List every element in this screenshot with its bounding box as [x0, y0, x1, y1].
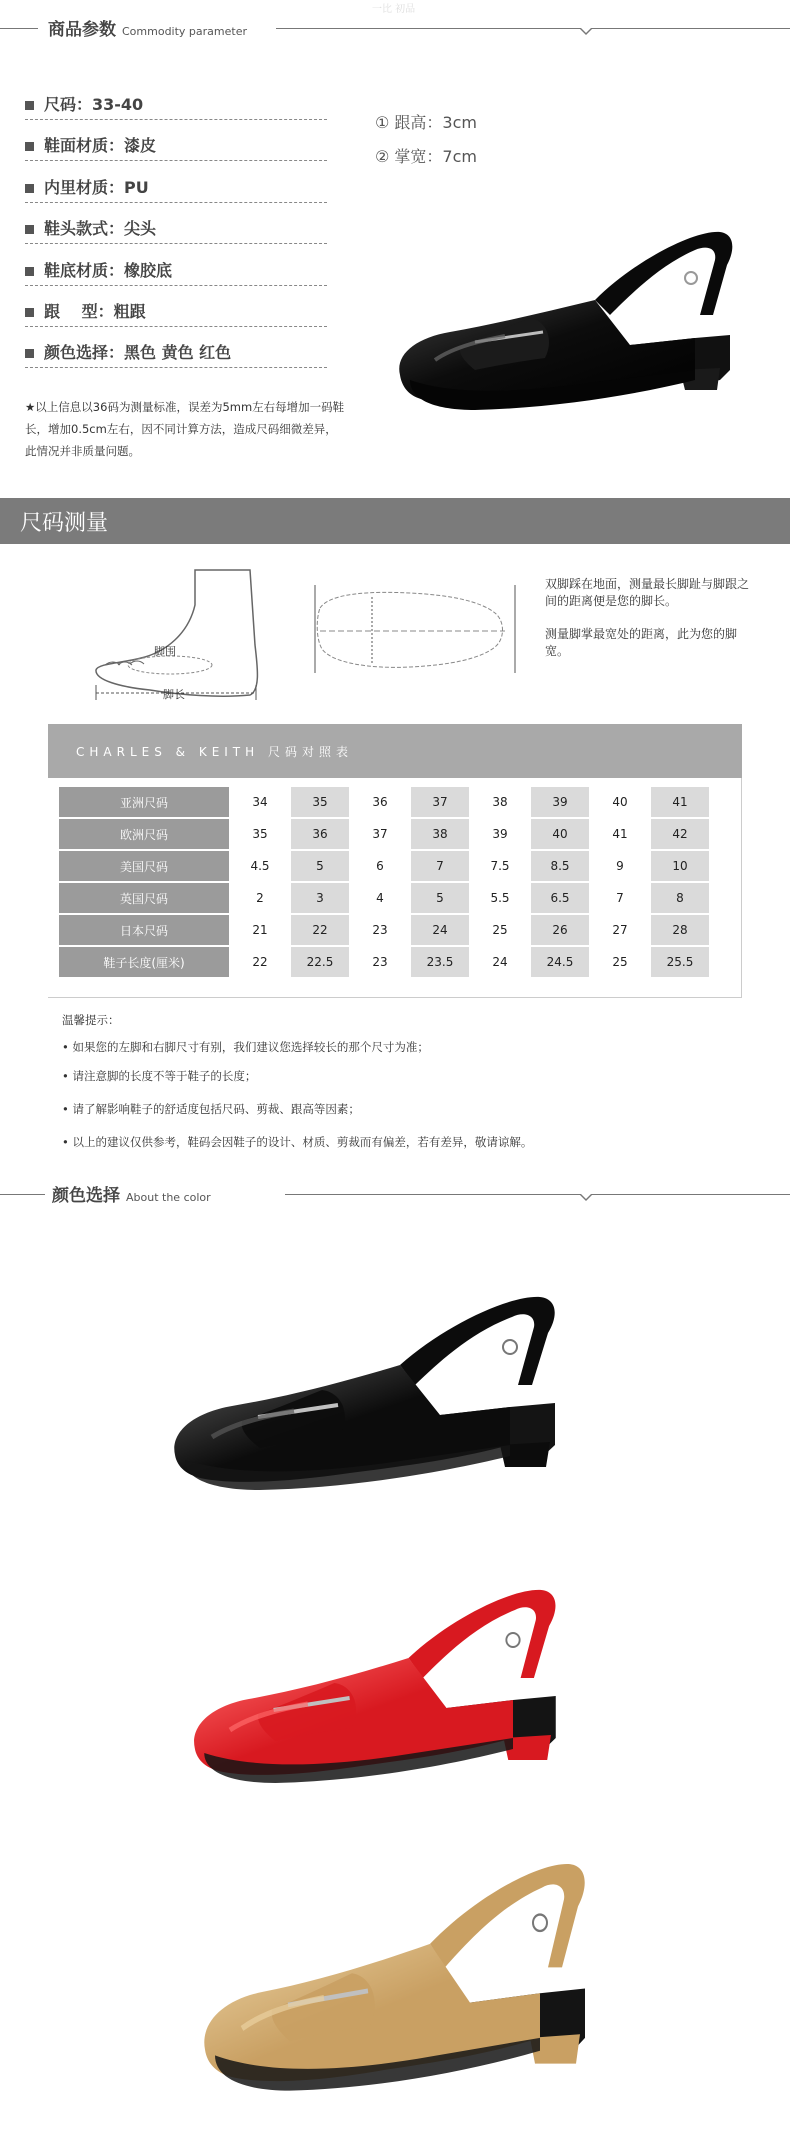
size-cell: 34	[252, 795, 268, 809]
section-notch-inner	[581, 28, 591, 33]
bullet-square	[25, 225, 34, 234]
tip-item: • 请了解影响鞋子的舒适度包括尺码、剪裁、跟高等因素；	[62, 1102, 360, 1116]
section2-line-right	[285, 1194, 790, 1195]
param-heel	[25, 297, 327, 327]
size-cell: 25	[492, 923, 508, 937]
tip-item: • 如果您的左脚和右脚尺寸有别，我们建议您选择较长的那个尺寸为准；	[62, 1040, 429, 1054]
param-text: 鞋面材质：漆皮	[44, 136, 157, 155]
section-line-right	[276, 28, 790, 29]
spec-width: ② 掌宽：7cm	[375, 147, 477, 166]
foot-top-icon	[310, 583, 522, 675]
foot-top-diagram	[310, 583, 522, 675]
section-subtitle: Commodity parameter	[122, 25, 248, 38]
shoe-black	[170, 1285, 570, 1515]
size-cell: 25	[612, 955, 628, 969]
bullet-square	[25, 101, 34, 110]
spec-heel-height: ① 跟高：3cm	[375, 113, 477, 132]
foot-side-icon	[90, 565, 270, 705]
tip-item: • 以上的建议仅供参考，鞋码会因鞋子的设计、材质、剪裁而有偏差，若有差异，敬请谅解。	[62, 1135, 533, 1149]
size-cell: 22	[252, 955, 268, 969]
param-text: 鞋头款式：尖头	[44, 219, 157, 238]
section2-line-left	[0, 1194, 45, 1195]
size-cell: 39	[531, 787, 589, 817]
size-cell: 36	[291, 819, 349, 849]
size-cell: 37	[411, 787, 469, 817]
size-cell: 39	[492, 827, 508, 841]
param-size	[25, 90, 327, 120]
param-lining	[25, 173, 327, 203]
size-cell: 21	[252, 923, 268, 937]
size-cell: 5	[411, 883, 469, 913]
size-cell: 8.5	[531, 851, 589, 881]
size-row	[59, 851, 709, 881]
section2-title	[52, 1181, 211, 1206]
black-shoe-image	[170, 1285, 570, 1515]
size-cell: 35	[291, 787, 349, 817]
foot-circ-label: 脚围	[154, 645, 176, 658]
size-cell: 24.5	[531, 947, 589, 977]
size-cell: 40	[612, 795, 628, 809]
size-cell: 6.5	[531, 883, 589, 913]
size-cell: 7	[411, 851, 469, 881]
tips-block	[62, 1012, 532, 1159]
size-cell: 35	[252, 827, 268, 841]
bullet-square	[25, 142, 34, 151]
size-row	[59, 883, 709, 913]
size-cell: 22.5	[291, 947, 349, 977]
size-row-label: 日本尺码	[59, 915, 229, 945]
section2-notch-inner	[581, 1194, 591, 1199]
black-shoe-image	[395, 220, 740, 430]
size-cell: 22	[291, 915, 349, 945]
foot-length-label: 脚长	[163, 688, 185, 701]
size-cell: 2	[256, 891, 264, 905]
bullet-square	[25, 184, 34, 193]
size-cell: 40	[531, 819, 589, 849]
measure-desc-length: 双脚踩在地面，测量最长脚趾与脚跟之间的距离便是您的脚长。	[545, 577, 750, 608]
size-cell: 7	[616, 891, 624, 905]
tip-item: • 请注意脚的长度不等于鞋子的长度；	[62, 1069, 257, 1083]
size-cell: 41	[612, 827, 628, 841]
red-shoe-image	[190, 1578, 570, 1808]
size-cell: 41	[651, 787, 709, 817]
size-table-title: CHARLES & KEITH 尺码对照表	[76, 745, 353, 759]
size-cell: 7.5	[490, 859, 510, 873]
param-toe	[25, 214, 327, 244]
param-text: 鞋底材质：橡胶底	[44, 261, 173, 280]
param-sole	[25, 256, 327, 286]
param-text: 跟 型：粗跟	[44, 302, 146, 321]
param-upper	[25, 131, 327, 161]
size-cell: 38	[411, 819, 469, 849]
size-cell: 37	[372, 827, 388, 841]
size-cell: 36	[372, 795, 388, 809]
size-cell: 24	[492, 955, 508, 969]
size-cell: 10	[651, 851, 709, 881]
size-table	[57, 785, 711, 979]
size-cell: 27	[612, 923, 628, 937]
param-text: 内里材质：PU	[44, 178, 149, 197]
measure-note: ★以上信息以36码为测量标准，误差为5mm左右每增加一码鞋长，增加0.5cm左右，因不同计算方法，造成尺码细微差异，此情况并非质量问题。	[25, 400, 345, 458]
shoe-tan	[200, 1850, 600, 2120]
size-cell: 4.5	[250, 859, 270, 873]
size-cell: 23	[372, 955, 388, 969]
tan-shoe-image	[200, 1850, 600, 2120]
size-cell: 6	[376, 859, 384, 873]
size-cell: 3	[291, 883, 349, 913]
measure-desc-width: 测量脚掌最宽处的距离，此为您的脚宽。	[545, 627, 738, 658]
tips-heading: 温馨提示：	[62, 1013, 120, 1027]
size-cell: 5	[291, 851, 349, 881]
size-table-header	[48, 724, 742, 778]
size-row-label: 欧洲尺码	[59, 819, 229, 849]
size-cell: 38	[492, 795, 508, 809]
bullet-square	[25, 267, 34, 276]
size-cell: 4	[376, 891, 384, 905]
foot-diagram	[90, 565, 270, 705]
size-cell: 28	[651, 915, 709, 945]
section-title	[48, 15, 247, 40]
section2-subtitle: About the color	[126, 1191, 211, 1204]
measure-banner-title: 尺码测量	[20, 511, 109, 536]
size-cell: 23.5	[411, 947, 469, 977]
section-line-left	[0, 28, 38, 29]
size-cell: 8	[651, 883, 709, 913]
size-row	[59, 819, 709, 849]
param-text: 尺码：33-40	[44, 95, 144, 114]
size-row	[59, 915, 709, 945]
size-cell: 42	[651, 819, 709, 849]
size-cell: 24	[411, 915, 469, 945]
param-text: 颜色选择：黑色 黄色 红色	[44, 343, 232, 362]
size-cell: 5.5	[490, 891, 510, 905]
size-row-label: 鞋子长度(厘米)	[59, 947, 229, 977]
param-colors	[25, 338, 327, 368]
section-title-text: 商品参数	[48, 20, 116, 40]
size-row-label: 美国尺码	[59, 851, 229, 881]
size-row-label: 亚洲尺码	[59, 787, 229, 817]
size-row	[59, 787, 709, 817]
shoe-red	[190, 1578, 570, 1808]
size-cell: 23	[372, 923, 388, 937]
measure-banner	[0, 498, 790, 544]
bullet-square	[25, 308, 34, 317]
product-image-main	[395, 220, 740, 430]
size-row	[59, 947, 709, 977]
section2-title-text: 颜色选择	[52, 1186, 120, 1206]
size-cell: 25.5	[651, 947, 709, 977]
size-cell: 26	[531, 915, 589, 945]
size-row-label: 英国尺码	[59, 883, 229, 913]
size-cell: 9	[616, 859, 624, 873]
bullet-square	[25, 349, 34, 358]
top-faint-text: 一比 初品	[372, 4, 416, 15]
